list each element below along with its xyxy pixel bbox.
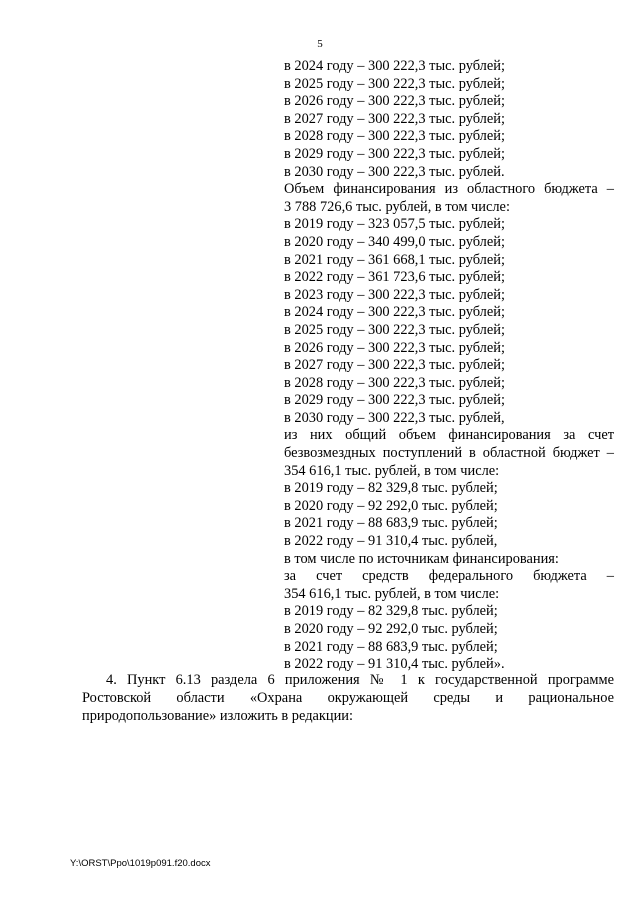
paragraph-line: 4. Пункт 6.13 раздела 6 приложения № 1 к государственной программе [106, 672, 614, 688]
list-line: в 2023 году – 300 222,3 тыс. рублей; [284, 286, 505, 303]
list-line: в 2030 году – 300 222,3 тыс. рублей, [284, 409, 505, 426]
list-line: безвозмездных поступлений в областной бюджет – [284, 445, 614, 462]
list-line: из них общий объем финансирования за счет [284, 427, 614, 444]
list-line: в 2020 году – 340 499,0 тыс. рублей; [284, 233, 505, 250]
list-line: 354 616,1 тыс. рублей, в том числе: [284, 585, 500, 602]
list-line: в том числе по источникам финансирования: [284, 550, 559, 567]
paragraph-line: природопользование» изложить в редакции: [82, 708, 353, 724]
list-line: за счет средств федерального бюджета – [284, 568, 614, 585]
list-line: в 2021 году – 88 683,9 тыс. рублей; [284, 515, 498, 532]
list-line: в 2028 году – 300 222,3 тыс. рублей; [284, 374, 505, 391]
list-line: в 2021 году – 88 683,9 тыс. рублей; [284, 638, 498, 655]
list-line: в 2026 году – 300 222,3 тыс. рублей; [284, 339, 505, 356]
list-line: в 2024 году – 300 222,3 тыс. рублей; [284, 58, 505, 74]
list-line: в 2029 году – 300 222,3 тыс. рублей; [284, 392, 505, 409]
list-line: в 2028 году – 300 222,3 тыс. рублей; [284, 128, 505, 145]
amendment-paragraph [82, 671, 614, 725]
list-line: в 2030 году – 300 222,3 тыс. рублей. [284, 163, 505, 180]
list-line: в 2027 году – 300 222,3 тыс. рублей; [284, 357, 505, 374]
list-line: в 2022 году – 361 723,6 тыс. рублей; [284, 269, 505, 286]
list-line: в 2025 году – 300 222,3 тыс. рублей; [284, 321, 505, 338]
list-line: 3 788 726,6 тыс. рублей, в том числе: [284, 198, 510, 215]
file-path-footer: Y:\ORST\Ppo\1019p091.f20.docx [70, 858, 211, 869]
list-line: 354 616,1 тыс. рублей, в том числе: [284, 462, 500, 479]
list-line: в 2024 году – 300 222,3 тыс. рублей; [284, 304, 505, 321]
list-line: в 2019 году – 323 057,5 тыс. рублей; [284, 216, 505, 233]
list-line: в 2026 году – 300 222,3 тыс. рублей; [284, 93, 505, 110]
list-line: в 2022 году – 91 310,4 тыс. рублей». [284, 656, 505, 673]
list-line: Объем финансирования из областного бюджета – [284, 181, 614, 198]
list-line: в 2020 году – 92 292,0 тыс. рублей; [284, 621, 498, 637]
list-line: в 2022 году – 91 310,4 тыс. рублей, [284, 533, 498, 550]
financing-list [284, 58, 614, 674]
list-line: в 2029 году – 300 222,3 тыс. рублей; [284, 145, 505, 162]
list-line: в 2025 году – 300 222,3 тыс. рублей; [284, 75, 505, 92]
paragraph-line: Ростовской области «Охрана окружающей среды и рациональное [82, 690, 614, 706]
list-line: в 2027 году – 300 222,3 тыс. рублей; [284, 110, 505, 127]
list-line: в 2019 году – 82 329,8 тыс. рублей; [284, 480, 498, 497]
list-line: в 2021 году – 361 668,1 тыс. рублей; [284, 251, 505, 268]
list-line: в 2020 году – 92 292,0 тыс. рублей; [284, 497, 498, 514]
list-line: в 2019 году – 82 329,8 тыс. рублей; [284, 603, 498, 620]
page-number: 5 [317, 38, 323, 50]
